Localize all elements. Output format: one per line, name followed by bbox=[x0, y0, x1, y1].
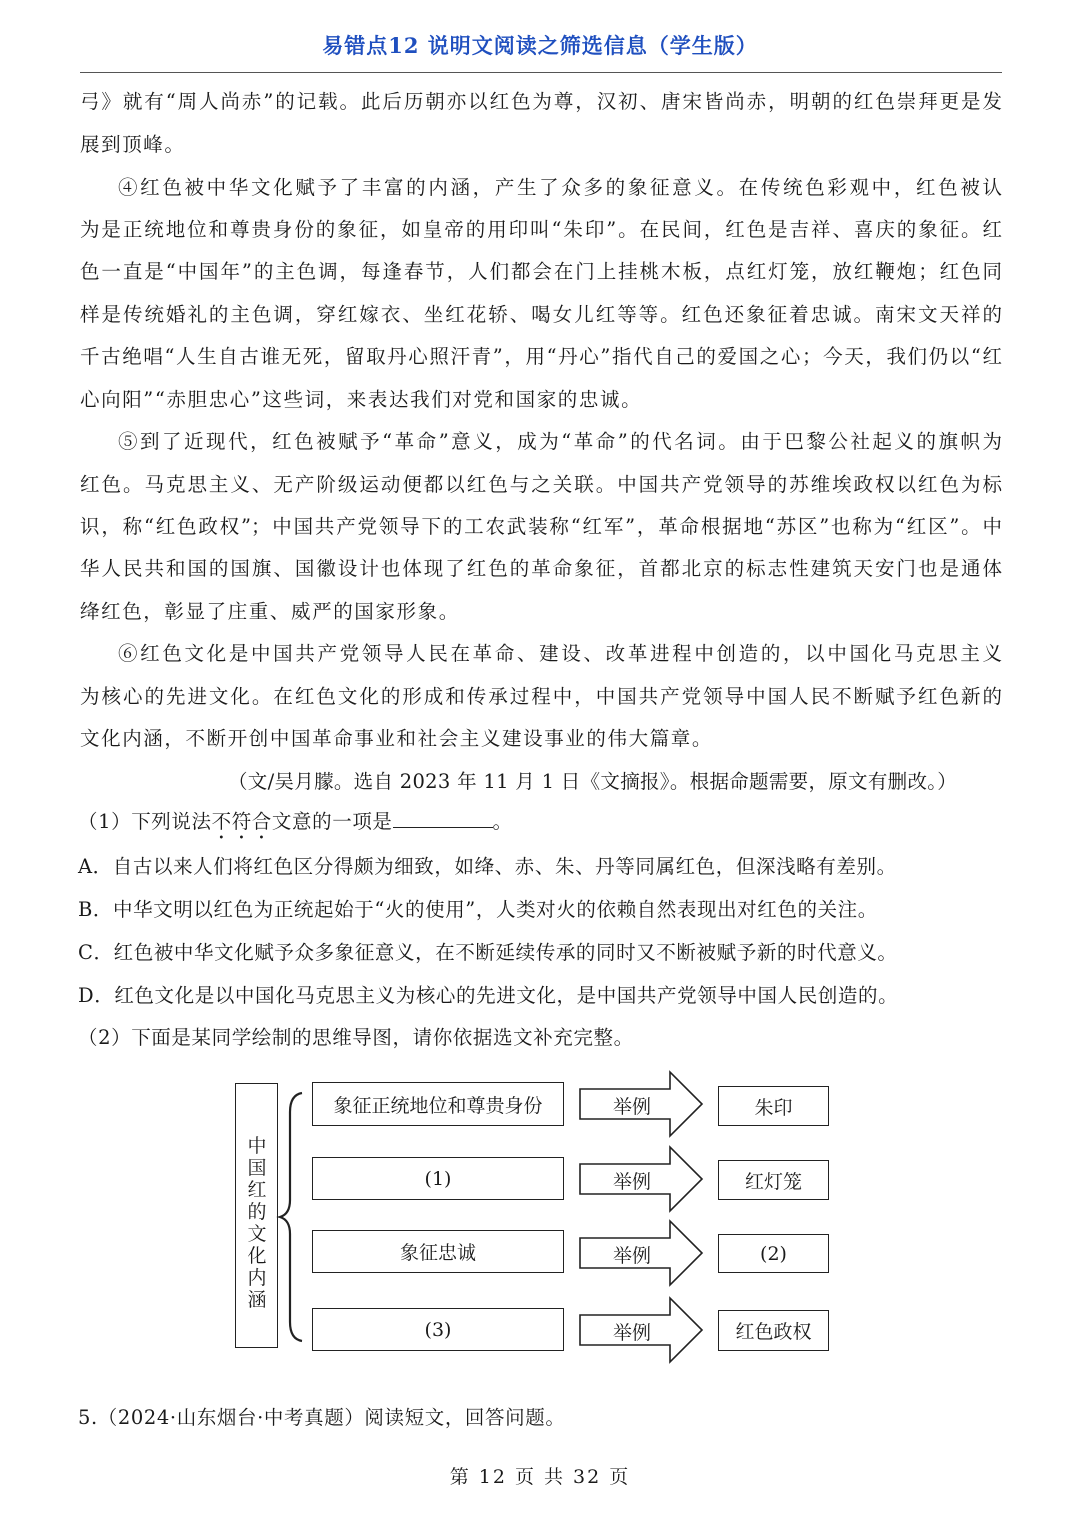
question-5-heading: 5.（2024·山东烟台·中考真题）阅读短文，回答问题。 bbox=[78, 1406, 566, 1429]
root-label-char: 中 bbox=[247, 1135, 267, 1157]
passage-line: 样是传统婚礼的主色调，穿红嫁衣、坐红花轿、喝女儿红等等。红色还象征着忠诚。南宋文天祥的 bbox=[80, 303, 1002, 326]
passage-line: 展到顶峰。 bbox=[80, 133, 186, 156]
passage-line: 文化内涵，不断开创中国革命事业和社会主义建设事业的伟大篇章。 bbox=[80, 727, 714, 750]
meaning-box-2[interactable]: (1) bbox=[312, 1157, 564, 1200]
question-1-stem: （1）下列说法不符合文意的一项是 。 bbox=[78, 810, 513, 833]
passage-line: 识，称“红色政权”；中国共产党领导下的工农武装称“红军”，革命根据地“苏区”也称为“红区”。中 bbox=[80, 515, 1002, 538]
page-number: 第 12 页 共 32 页 bbox=[449, 1466, 631, 1488]
emphasis-text: 不符合 bbox=[211, 810, 272, 833]
passage-line: 华人民共和国的国旗、国徽设计也体现了红色的革命象征，首都北京的标志性建筑天安门也是通体 bbox=[80, 557, 1002, 580]
passage-line: ⑥红色文化是中国共产党领导人民在革命、建设、改革进程中创造的，以中国化马克思主义 bbox=[118, 642, 1002, 665]
passage-line: ⑤到了近现代，红色被赋予“革命”意义，成为“革命”的代名词。由于巴黎公社起义的旗帜为 bbox=[118, 430, 1002, 453]
example-box-4: 红色政权 bbox=[718, 1310, 829, 1351]
passage-line: 红色。马克思主义、无产阶级运动便都以红色与之关联。中国共产党领导的苏维埃政权以红色为标 bbox=[80, 473, 1002, 496]
meaning-box-4[interactable]: (3) bbox=[312, 1308, 564, 1351]
example-box-3[interactable]: (2) bbox=[718, 1234, 829, 1273]
passage-line: 千古绝唱“人生自古谁无死，留取丹心照汗青”，用“丹心”指代自己的爱国之心；今天，我们仍以“红 bbox=[80, 345, 1002, 368]
root-label-char: 涵 bbox=[247, 1289, 267, 1311]
arrow-label: 举例 bbox=[612, 1171, 651, 1193]
passage-line: 为核心的先进文化。在红色文化的形成和传承过程中，中国共产党领导中国人民不断赋予红色新的 bbox=[80, 685, 1002, 708]
passage-line: ④红色被中华文化赋予了丰富的内涵，产生了众多的象征意义。在传统色彩观中，红色被认 bbox=[118, 176, 1002, 199]
option-c: C．红色被中华文化赋予众多象征意义，在不断延续传承的同时又不断被赋予新的时代意义。 bbox=[78, 941, 898, 964]
passage-line: 心向阳”“赤胆忠心”这些词，来表达我们对党和国家的忠诚。 bbox=[80, 388, 643, 411]
root-label-char: 的 bbox=[247, 1201, 267, 1223]
example-box-2: 红灯笼 bbox=[718, 1160, 829, 1200]
arrow-label: 举例 bbox=[612, 1322, 651, 1344]
root-label-char: 化 bbox=[247, 1245, 267, 1267]
passage-line: 为是正统地位和尊贵身份的象征，如皇帝的用印叫“朱印”。在民间，红色是吉祥、喜庆的象征。红 bbox=[80, 218, 1002, 241]
option-b: B．中华文明以红色为正统起始于“火的使用”，人类对火的依赖自然表现出对红色的关注。 bbox=[78, 898, 878, 921]
root-label-char: 红 bbox=[247, 1179, 267, 1201]
meaning-box-1: 象征正统地位和尊贵身份 bbox=[312, 1082, 564, 1126]
root-label-char: 文 bbox=[247, 1223, 267, 1245]
passage-line: 绛红色，彰显了庄重、威严的国家形象。 bbox=[80, 600, 460, 623]
question-2-prompt: （2）下面是某同学绘制的思维导图，请你依据选文补充完整。 bbox=[78, 1026, 634, 1049]
passage-line: 弓》就有“周人尚赤”的记载。此后历朝亦以红色为尊，汉初、唐宋皆尚赤，明朝的红色崇拜更是发 bbox=[80, 90, 1002, 113]
passage-source: （文/吴月朦。选自 2023 年 11 月 1 日《文摘报》。根据命题需要，原文有删改。） bbox=[228, 770, 958, 793]
example-box-1: 朱印 bbox=[718, 1086, 829, 1126]
root-label-char: 国 bbox=[247, 1157, 267, 1179]
option-a: A．自古以来人们将红色区分得颇为细致，如绛、赤、朱、丹等同属红色，但深浅略有差别。 bbox=[78, 855, 897, 878]
page-header-title: 易错点12 说明文阅读之筛选信息（学生版） bbox=[322, 33, 758, 58]
curly-brace bbox=[280, 1093, 302, 1341]
passage-line: 色一直是“中国年”的主色调，每逢春节，人们都会在门上挂桃木板，点红灯笼，放红鞭炮；红色同 bbox=[80, 260, 1002, 283]
arrow-label: 举例 bbox=[612, 1245, 651, 1267]
meaning-box-3: 象征忠诚 bbox=[312, 1230, 564, 1273]
option-d: D．红色文化是以中国化马克思主义为核心的先进文化，是中国共产党领导中国人民创造的。 bbox=[78, 984, 899, 1007]
root-label-char: 内 bbox=[247, 1267, 267, 1289]
arrow-label: 举例 bbox=[612, 1096, 651, 1118]
